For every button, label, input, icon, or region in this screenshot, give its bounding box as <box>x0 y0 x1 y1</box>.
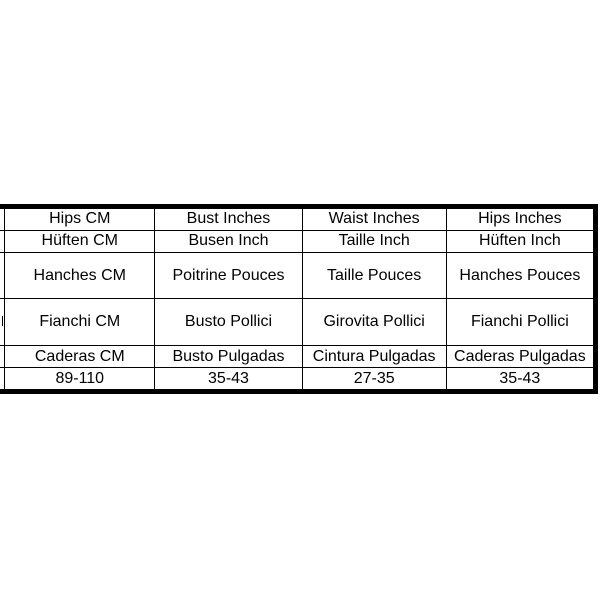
table-cell-bust-inches: Poitrine Pouces <box>155 252 302 299</box>
size-chart-table <box>0 204 598 394</box>
table-cell-bust-inches: Busto Pulgadas <box>155 346 302 368</box>
table-cell-waist-inches: Waist Inches <box>302 209 446 231</box>
table-cell-hips-cm: Hüften CM <box>5 230 155 252</box>
table-cell-hips-cm: Hanches CM <box>5 252 155 299</box>
table-cell-waist-inches: Taille Inch <box>302 230 446 252</box>
table-row-german <box>0 230 594 252</box>
size-table <box>0 208 594 390</box>
table-row-spanish <box>0 346 594 368</box>
table-cell-hips-cm: Fianchi CM <box>5 299 155 346</box>
table-cell-bust-inches: Busen Inch <box>155 230 302 252</box>
table-cell-hips-inches: Hüften Inch <box>446 230 593 252</box>
table-cell-hips-inches: Caderas Pulgadas <box>446 346 593 368</box>
table-cell-hips-cm-value: 89-110 <box>5 368 155 390</box>
cropped-text-fragment <box>2 316 3 326</box>
table-cell-bust-inches: Bust Inches <box>155 209 302 231</box>
table-row-french <box>0 252 594 299</box>
table-cell-hips-inches: Fianchi Pollici <box>446 299 593 346</box>
table-cell-hips-cm: Hips CM <box>5 209 155 231</box>
table-row-values <box>0 368 594 390</box>
table-cell-hips-cm: Caderas CM <box>5 346 155 368</box>
table-cell-hips-inches: Hips Inches <box>446 209 593 231</box>
table-cell-bust-inches-value: 35-43 <box>155 368 302 390</box>
table-row-english <box>0 209 594 231</box>
table-cell-bust-inches: Busto Pollici <box>155 299 302 346</box>
table-row-italian <box>0 299 594 346</box>
table-cell-waist-inches: Taille Pouces <box>302 252 446 299</box>
table-cell-hips-inches: Hanches Pouces <box>446 252 593 299</box>
table-cell-waist-inches: Cintura Pulgadas <box>302 346 446 368</box>
table-cell-waist-inches-value: 27-35 <box>302 368 446 390</box>
table-cell-hips-inches-value: 35-43 <box>446 368 593 390</box>
table-cell-waist-inches: Girovita Pollici <box>302 299 446 346</box>
